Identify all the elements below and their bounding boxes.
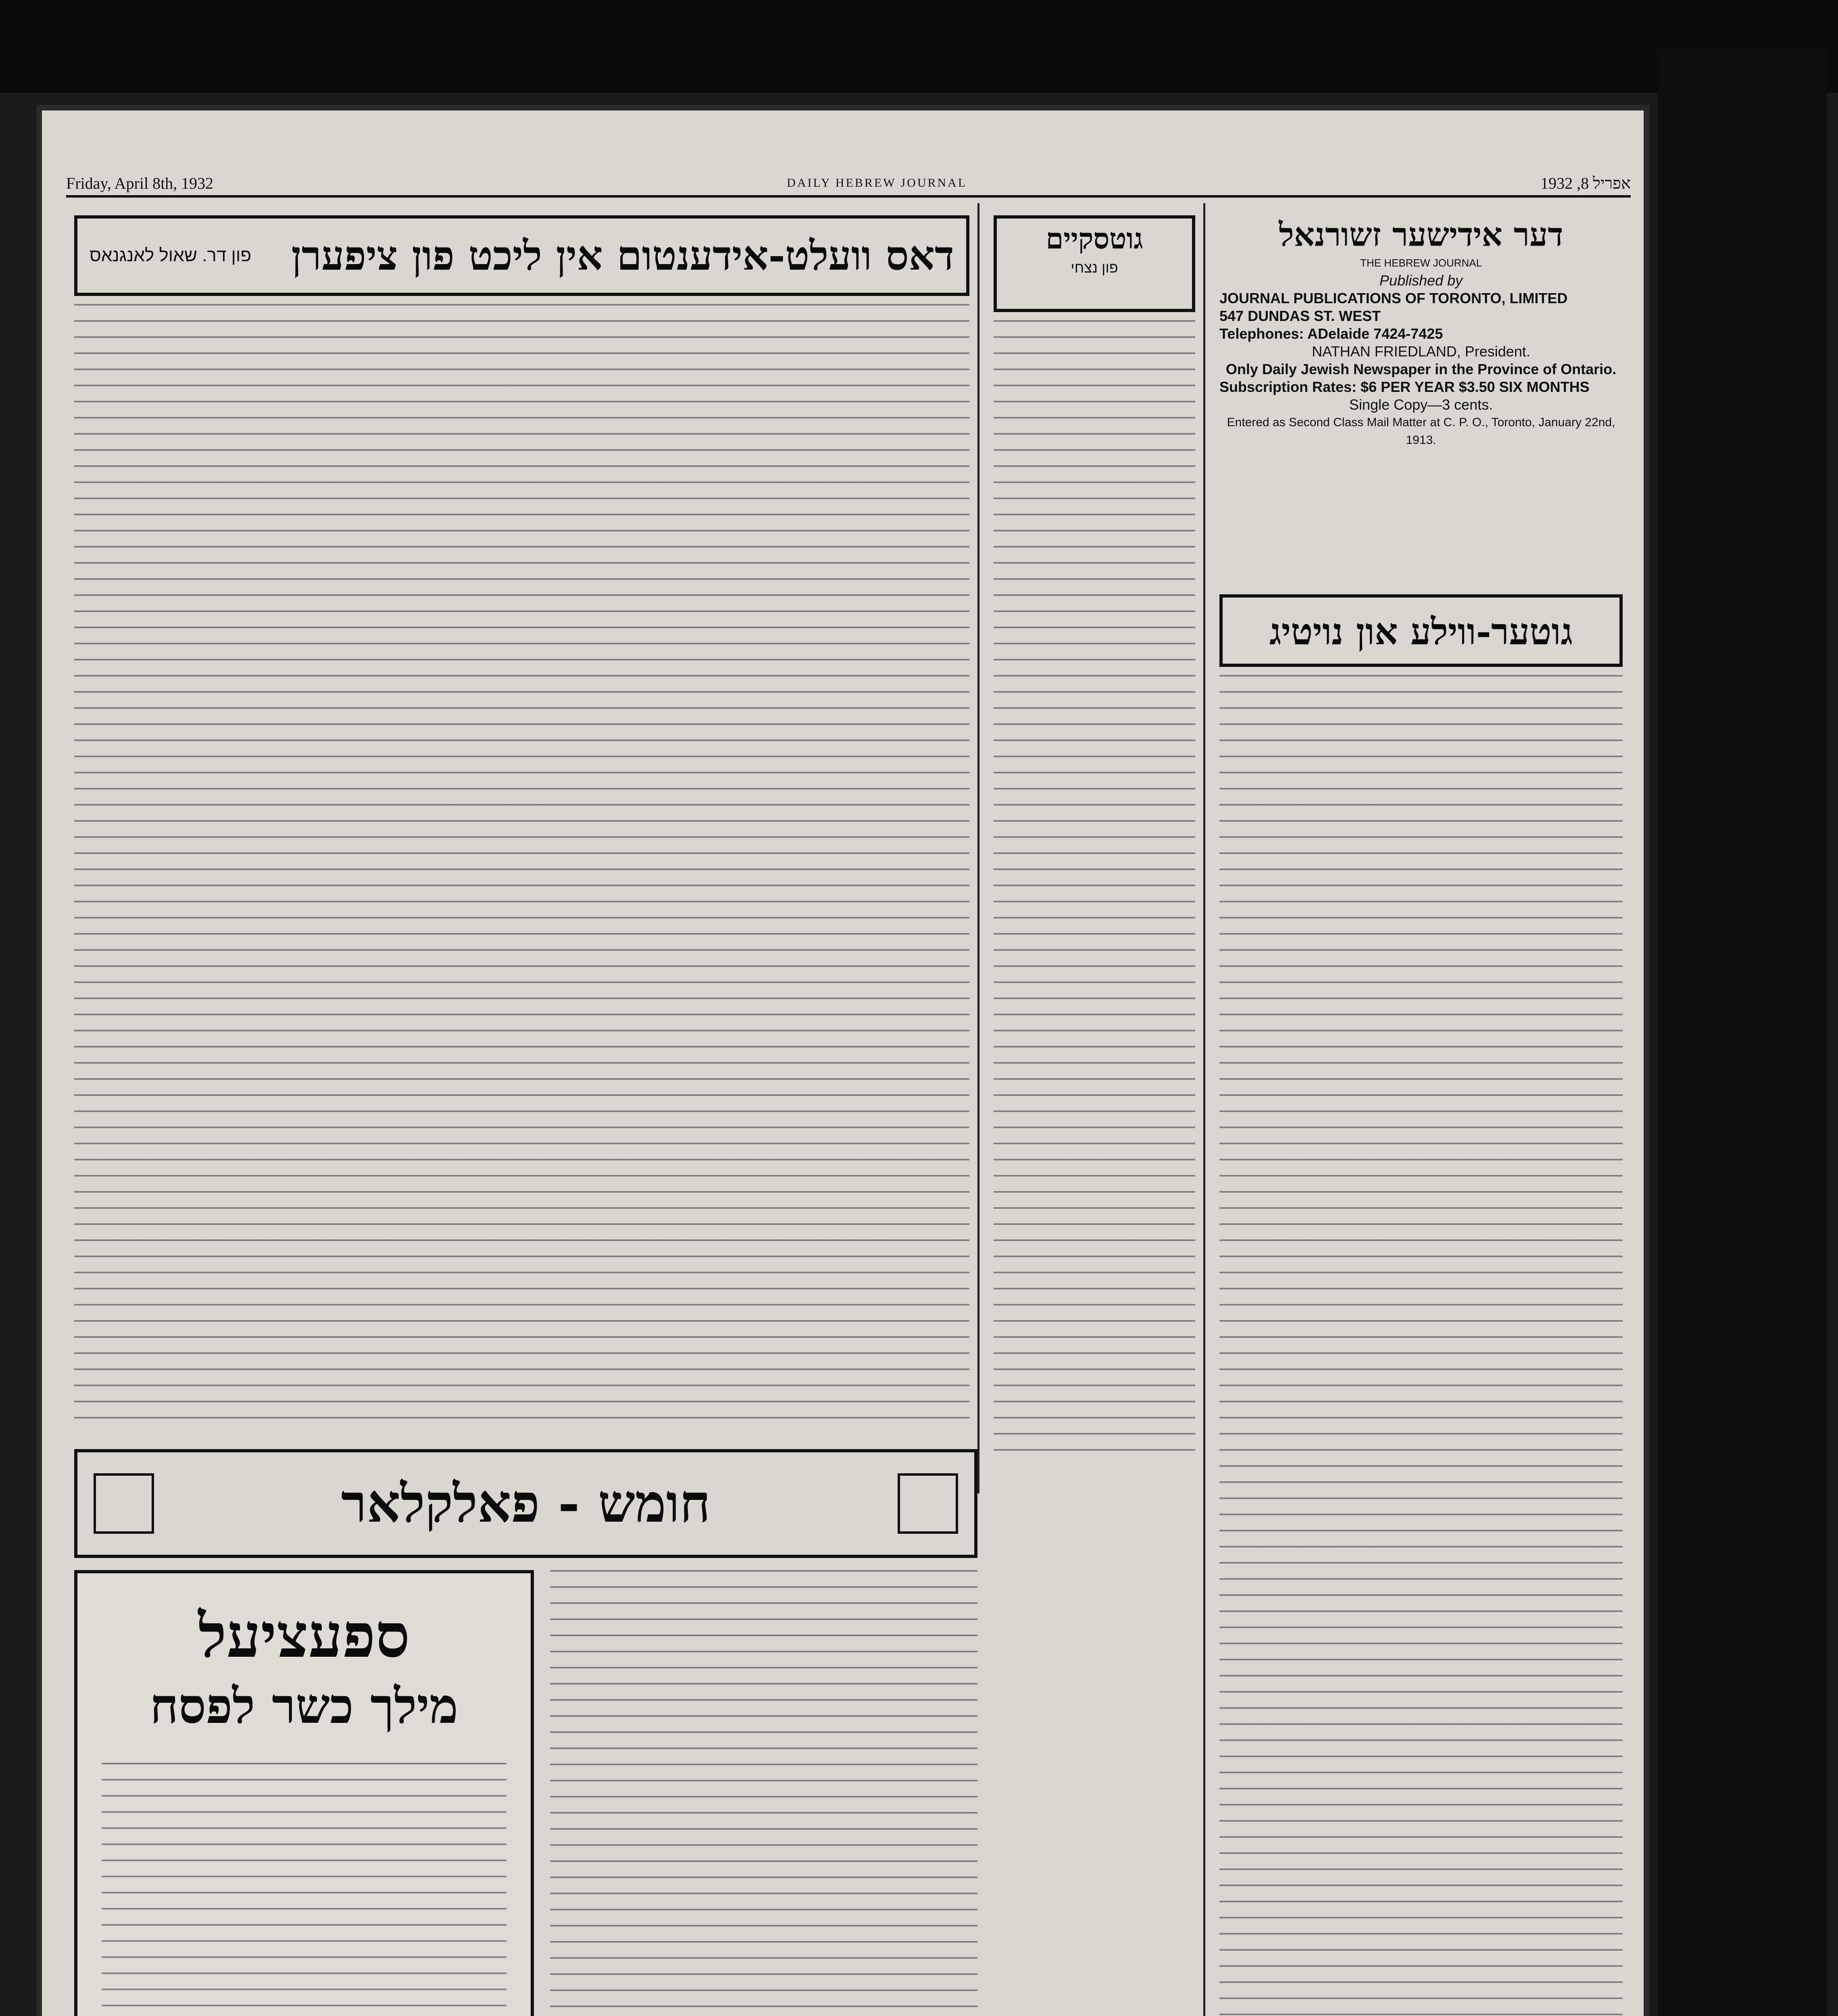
gutskeit-text [994,320,1195,1457]
entered-as: Entered as Second Class Mail Matter at C. P. O., Toronto, January 22nd, 1913. [1227,416,1615,447]
ornament-leaf-icon [898,1473,958,1534]
subscription-rates: Subscription Rates: $6 PER YEAR $3.50 SIX MONTHS [1219,379,1590,395]
column-rule [1203,203,1205,2016]
ad-subtitle: מילך כשר לפסח [150,1678,458,1735]
main-headline-box [74,215,969,296]
city-dairy-ad [74,1570,534,2016]
publisher-telephone: Telephones: ADelaide 7424-7425 [1219,325,1443,342]
gutskeit-title: גוטסקיים [1046,222,1143,255]
chumash-headline: חומש - פאלקלאר [341,1472,711,1534]
gutskeit-headline-box [994,215,1195,312]
president-line: NATHAN FRIEDLAND, President. [1312,343,1530,360]
publisher-name: JOURNAL PUBLICATIONS OF TORONTO, LIMITED [1219,290,1568,306]
main-headline-author: פון דר. שאול לאנגנאס [90,246,252,265]
column-rule [977,203,979,1493]
main-article-text [74,304,969,1433]
gutskeit-body [994,320,1195,1457]
masthead-center: DAILY HEBREW JOURNAL [787,176,967,190]
ornament-leaf-icon [94,1473,154,1534]
masthead-date-left: Friday, April 8th, 1932 [66,174,214,192]
publisher-address: 547 DUNDAS ST. WEST [1219,308,1381,324]
masthead-bar [66,171,1631,198]
main-article-body [74,304,969,1433]
ad-title: ספעציעל [198,1600,410,1671]
scan-top-border [0,0,1838,93]
main-headline: דאס וועלט-אידענטום אין ליכט פון ציפערן [291,232,954,279]
chumash-banner [74,1449,977,1558]
gutskeit-author: פון נצחי [1071,259,1118,276]
tagline: Only Daily Jewish Newspaper in the Province of Ontario. [1225,361,1617,377]
ad-body [102,1763,506,2013]
newspaper-page [36,105,1649,2016]
editorial-text [1219,675,1623,2016]
scan-right-border [1657,48,1827,2016]
journal-info-block [1219,215,1623,586]
chumash-text [550,1570,977,2016]
ad-body-text [102,1763,506,2013]
journal-title-english: THE HEBREW JOURNAL [1360,257,1482,269]
masthead-date-right: 1932 ,8 אפריל [1540,174,1631,192]
editorial-headline-box [1219,594,1623,667]
chumash-text-columns [550,1570,977,2016]
journal-title-yiddish: דער אידישער זשורנאל [1279,216,1563,254]
published-by: Published by [1379,272,1463,289]
editorial-headline: גוטער-ווילע און נויטיג [1269,610,1573,653]
single-copy: Single Copy—3 cents. [1349,396,1493,413]
editorial-body [1219,675,1623,2016]
